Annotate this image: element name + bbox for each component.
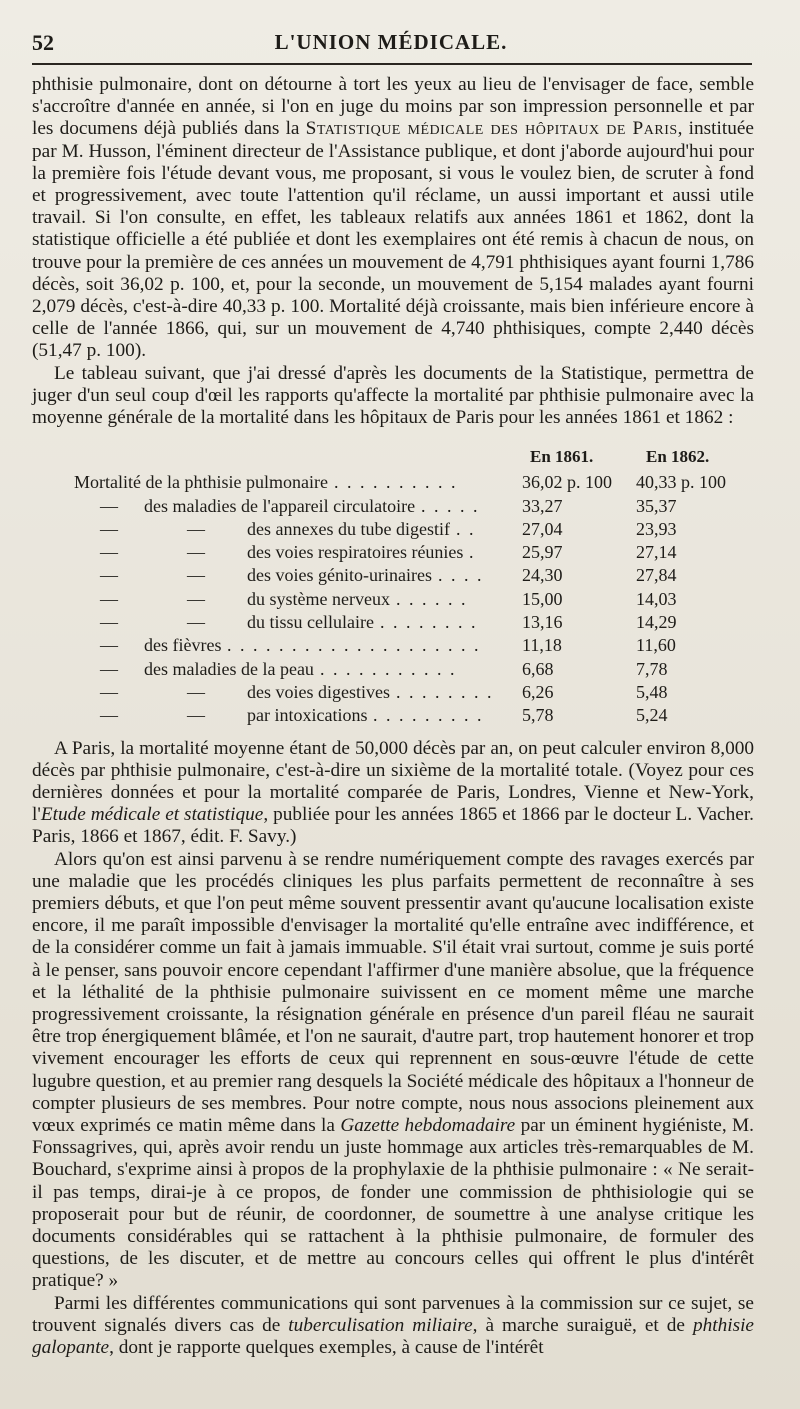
- ditto-dash: —: [100, 612, 118, 633]
- article-body: [32, 74, 754, 1359]
- table-row: [32, 588, 754, 611]
- leader-dots: . . . . . . . . .: [373, 705, 484, 726]
- ditto-dash: —: [187, 565, 205, 586]
- paragraph-3: A Paris, la mortalité moyenne étant de 50,000 décès par an, on peut calculer environ 8,000 décès par phthisie pulmonaire, c'est-à-dire un sixième de la mortalité totale. (Voyez pour ces dernières données et pour la mortalité comparée de Paris, Londres, Vienne et New-York, l'Etude médicale et statistique, publiée pour les années 1865 et 1866 par le docteur L. Vacher. Paris, 1866 et 1867, édit. F. Savy.): [32, 737, 754, 848]
- column-header-1861: En 1861.: [530, 447, 594, 467]
- value-1861: 27,04: [522, 518, 563, 539]
- ditto-dash: —: [100, 495, 118, 516]
- value-1861: 6,26: [522, 681, 554, 702]
- ditto-dash: —: [100, 542, 118, 563]
- table-row: [32, 564, 754, 587]
- ditto-dash: —: [100, 518, 118, 539]
- row-label: des annexes du tube digestif: [247, 518, 450, 539]
- running-title: L'UNION MÉDICALE.: [274, 30, 508, 54]
- row-label: des voies respiratoires réunies: [247, 542, 464, 563]
- table-rows: [32, 471, 754, 727]
- leader-dots: . . . . . . . .: [380, 612, 478, 633]
- value-1862: 11,60: [636, 635, 676, 656]
- ditto-dash: —: [100, 588, 118, 609]
- table-row: [32, 471, 754, 494]
- ditto-dash: —: [100, 681, 118, 702]
- row-label: des voies génito-urinaires: [247, 565, 432, 586]
- ditto-dash: —: [187, 588, 205, 609]
- ditto-dash: —: [187, 705, 205, 726]
- table-row: [32, 611, 754, 634]
- leader-dots: . . . . .: [421, 495, 480, 516]
- paragraph-5: Parmi les différentes communications qui sont parvenues à la commission sur ce sujet, se trouvent signalés divers cas de tuberculisation miliaire, à marche suraiguë, et de phthisie galopante, dont je rapporte quelques exemples, à cause de l'intérêt: [32, 1292, 754, 1358]
- ditto-dash: —: [187, 542, 205, 563]
- mortality-table: [32, 443, 754, 727]
- value-1861: 13,16: [522, 612, 563, 633]
- leader-dots: . . . .: [438, 565, 484, 586]
- table-row: [32, 518, 754, 541]
- leader-dots: . . . . . . . . . . .: [320, 658, 457, 679]
- leader-dots: . . . . . .: [396, 588, 468, 609]
- value-1861: 11,18: [522, 635, 562, 656]
- row-label: des maladies de l'appareil circulatoire: [144, 495, 416, 516]
- table-header: [32, 443, 754, 471]
- column-header-1862: En 1862.: [646, 447, 710, 467]
- paragraph-1: phthisie pulmonaire, dont on détourne à tort les yeux au lieu de l'envisager de face, semble s'accroître d'année en année, si l'on en juge du moins par son impression personnelle et par les documens déjà publiés dans la Statistique médicale des hôpitaux de Paris, instituée par M. Husson, l'éminent directeur de l'Assistance publique, et dont j'aborde aujourd'hui pour la première fois l'étude devant vous, me proposant, si vous le voulez bien, de scruter à fond et progressivement, avec toute l'attention qu'il réclame, un aussi important et aussi utile travail. Si l'on consulte, en effet, les tableaux relatifs aux années 1861 et 1862, dont la statistique officielle a été publiée et dont les exemplaires ont été remis à chacun de nous, on trouve pour la première de ces années un mouvement de 4,791 phthisiques ayant fourni 1,786 décès, soit 36,02 p. 100, et, pour la seconde, un mouvement de 5,154 malades ayant fourni 2,079 décès, c'est-à-dire 40,33 p. 100. Mortalité déjà croissante, mais bien inférieure encore à celle de l'année 1866, qui, sur un mouvement de 4,740 phthisiques, compte 2,440 décès (51,47 p. 100).: [32, 74, 754, 362]
- row-label: du système nerveux: [247, 588, 390, 609]
- row-label: des fièvres: [144, 635, 222, 656]
- row-label: des voies digestives: [247, 681, 390, 702]
- table-row: [32, 658, 754, 681]
- ditto-dash: —: [187, 681, 205, 702]
- value-1861: 36,02 p. 100: [522, 472, 612, 493]
- value-1862: 14,29: [636, 612, 677, 633]
- leader-dots: . . . . . . . . . . . . . . . . . . . .: [227, 635, 481, 656]
- leader-dots: . . . . . . . .: [396, 681, 494, 702]
- leader-dots: .: [469, 542, 476, 563]
- value-1861: 15,00: [522, 588, 563, 609]
- value-1862: 35,37: [636, 495, 677, 516]
- ditto-dash: —: [187, 612, 205, 633]
- value-1862: 27,84: [636, 565, 677, 586]
- header-rule: [32, 63, 752, 65]
- table-row: [32, 495, 754, 518]
- value-1861: 25,97: [522, 542, 563, 563]
- value-1862: 40,33 p. 100: [636, 472, 726, 493]
- value-1861: 5,78: [522, 705, 554, 726]
- value-1862: 5,48: [636, 681, 668, 702]
- value-1862: 23,93: [636, 518, 677, 539]
- paragraph-2: Le tableau suivant, que j'ai dressé d'après les documents de la Statistique, permettra de juger d'un seul coup d'œil les rapports qu'affecte la mortalité par phthisie pulmonaire avec la moyenne générale de la mortalité dans les hôpitaux de Paris pour les années 1861 et 1862 :: [32, 362, 754, 429]
- row-label: Mortalité de la phthisie pulmonaire: [74, 472, 328, 493]
- table-row: [32, 634, 754, 657]
- row-label: par intoxications: [247, 705, 368, 726]
- value-1861: 6,68: [522, 658, 554, 679]
- page-number: 52: [32, 30, 54, 55]
- value-1861: 24,30: [522, 565, 563, 586]
- value-1862: 14,03: [636, 588, 677, 609]
- publication-title: Statistique médicale des hôpitaux de Paris: [305, 118, 678, 140]
- ditto-dash: —: [100, 565, 118, 586]
- leader-dots: . .: [456, 518, 476, 539]
- table-row: [32, 681, 754, 704]
- ditto-dash: —: [100, 658, 118, 679]
- row-label: des maladies de la peau: [144, 658, 314, 679]
- value-1862: 27,14: [636, 542, 677, 563]
- value-1862: 5,24: [636, 705, 668, 726]
- ditto-dash: —: [187, 518, 205, 539]
- page-header: [32, 30, 750, 60]
- value-1861: 33,27: [522, 495, 563, 516]
- paragraph-4: Alors qu'on est ainsi parvenu à se rendre numériquement compte des ravages exercés par une maladie que les procédés cliniques les plus parfaits permettent de reconnaître à ses premiers débuts, et que l'on peut même souvent pressentir avant qu'aucune localisation existe encore, il me paraît impossible d'envisager la mortalité qu'elle entraîne avec indifférence, et de la considérer comme un fait à jamais immuable. S'il était vrai surtout, comme je suis porté à le penser, sans pouvoir encore cependant l'affirmer d'une manière absolue, que la fréquence et la léthalité de la phthisie pulmonaire suivissent en ce moment même une marche progressivement croissante, la résignation générale en présence d'un pareil fléau ne saurait être trop énergiquement blâmée, et l'on ne saurait, d'autre part, trop hautement honorer et trop vivement encourager les efforts de ceux qui reprennent en sous-œuvre l'étude de cette lugubre question, et au premier rang desquels la Société médicale des hôpitaux a l'honneur de compter plusieurs de ses membres. Pour notre compte, nous nous associons pleinement aux vœux exprimés ce matin même dans la Gazette hebdomadaire par un éminent hygiéniste, M. Fonssagrives, qui, après avoir rendu un juste hommage aux articles très-remarquables de M. Bouchard, s'exprime ainsi à propos de la prophylaxie de la phthisie pulmonaire : « Ne serait-il pas temps, dirai-je à ce propos, de fonder une commission de phthisiologie qui se proposerait pour but de réunir, de coordonner, de soumettre à une analyse critique les documents considérables qui se rattachent à la phthisie pulmonaire, de formuler des questions, de les discuter, et de mettre au concours celles qui offrent le plus d'intérêt pratique? »: [32, 848, 754, 1292]
- ditto-dash: —: [100, 635, 118, 656]
- table-row: [32, 541, 754, 564]
- ditto-dash: —: [100, 705, 118, 726]
- leader-dots: . . . . . . . . . .: [334, 472, 458, 493]
- table-row: [32, 704, 754, 727]
- value-1862: 7,78: [636, 658, 668, 679]
- row-label: du tissu cellulaire: [247, 612, 374, 633]
